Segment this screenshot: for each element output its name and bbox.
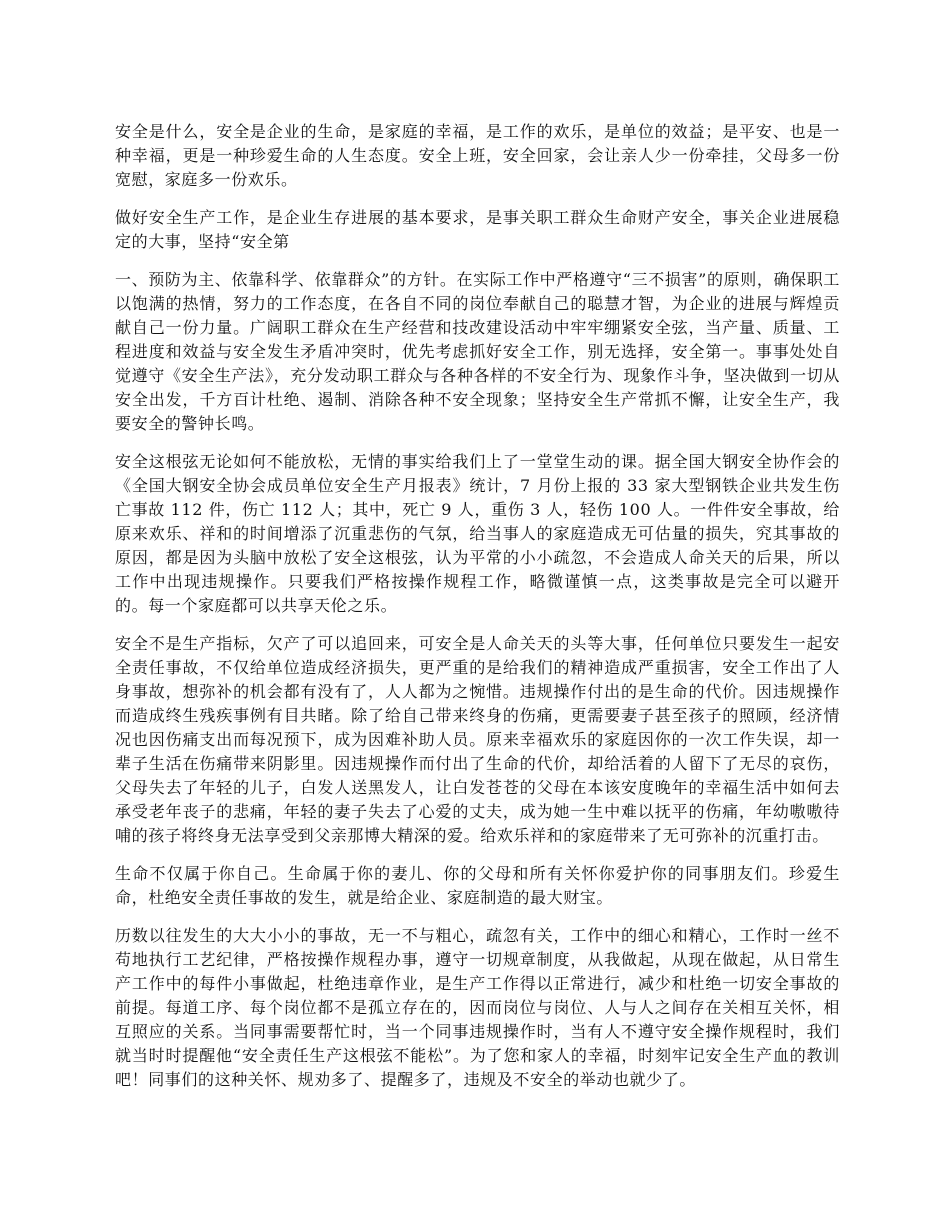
paragraph-carefulness: 历数以往发生的大大小小的事故，无一不与粗心，疏忽有关，工作中的细心和精心，工作时一丝不苟地执行工艺纪律，严格按操作规程办事，遵守一切规章制度，从我做起，从现在做起，从日常生产工作中的每件小事做起，杜绝违章作业，是生产工作得以正常进行，减少和杜绝一切安全事故的前提。每道工序、每个岗位都不是孤立存在的，因而岗位与岗位、人与人之间存在关相互关怀，相互照应的关系。当同事需要帮忙时，当一个同事违规操作时，当有人不遵守安全操作规程时，我们就当时时提醒他“安全责任生产这根弦不能松”。为了您和家人的幸福，时刻牢记安全生产血的教训吧！同事们的这种关怀、规劝多了、提醒多了，违规及不安全的举动也就少了。 [115, 926, 840, 1089]
paragraph-prevention-policy: 一、预防为主、依靠科学、依靠群众”的方针。在实际工作中严格遵守“三不损害”的原则，确保职工以饱满的热情，努力的工作态度，在各自不同的岗位奉献自己的聪慧才智，为企业的进展与辉煌贡献自己一份力量。广阔职工群众在生产经营和技改建设活动中牢牢绷紧安全弦，当产量、质量、工程进度和效益与安全发生矛盾冲突时，优先考虑抓好安全工作，别无选择，安全第一。事事处处自觉遵守《安全生产法》，充分发动职工群众与各种各样的不安全行为、现象作斗争，坚决做到一切从安全出发，千方百计杜绝、遏制、消除各种不安全现象；坚持安全生产常抓不懈，让安全生产，我要安全的警钟长鸣。 [115, 270, 840, 433]
paragraph-accident-statistics: 安全这根弦无论如何不能放松，无情的事实给我们上了一堂堂生动的课。据全国大钢安全协作会的《全国大钢安全协会成员单位安全生产月报表》统计，7 月份上报的 33 家大型钢铁企业共发生伤亡事故 112 件，伤亡 112 人；其中，死亡 9 人，重伤 3 人，轻伤 100 人。一件件安全事故，给原来欢乐、祥和的时间增添了沉重悲伤的气氛，给当事人的家庭造成无可估量的损失，究其事故的原因，都是因为头脑中放松了安全这根弦，认为平常的小小疏忽，不会造成人命关天的后果，所以工作中出现违规操作。只要我们严格按操作规程工作，略微谨慎一点，这类事故是完全可以避开的。每一个家庭都可以共享天伦之乐。 [115, 452, 840, 615]
document-body [115, 120, 840, 1106]
paragraph-safety-definition: 安全是什么，安全是企业的生命，是家庭的幸福，是工作的欢乐，是单位的效益；是平安、也是一种幸福，更是一种珍爱生命的人生态度。安全上班，安全回家，会让亲人少一份牵挂，父母多一份宽慰，家庭多一份欢乐。 [115, 122, 840, 189]
paragraph-value-of-life: 生命不仅属于你自己。生命属于你的妻儿、你的父母和所有关怀你爱护你的同事朋友们。珍爱生命，杜绝安全责任事故的发生，就是给企业、家庭制造的最大财宝。 [115, 864, 840, 907]
paragraph-safety-production-intro: 做好安全生产工作，是企业生存进展的基本要求，是事关职工群众生命财产安全，事关企业进展稳定的大事，坚持“安全第 [115, 208, 840, 251]
paragraph-cost-of-accidents: 安全不是生产指标，欠产了可以追回来，可安全是人命关天的头等大事，任何单位只要发生一起安全责任事故，不仅给单位造成经济损失，更严重的是给我们的精神造成严重损害，安全工作出了人身事故，想弥补的机会都有没有了，人人都为之惋惜。违规操作付出的是生命的代价。因违规操作而造成终生残疾事例有目共睹。除了给自己带来终身的伤痛，更需要妻子甚至孩子的照顾，经济情况也因伤痛支出而每况预下，成为因难补助人员。原来幸福欢乐的家庭因你的一次工作失误，却一辈子生活在伤痛带来阴影里。因违规操作而付出了生命的代价，却给活着的人留下了无尽的哀伤，父母失去了年轻的儿子，白发人送黑发人，让白发苍苍的父母在本该安度晚年的幸福生活中如何去承受老年丧子的悲痛，年轻的妻子失去了心爱的丈夫，成为她一生中难以抚平的伤痛，年幼嗷嗷待哺的孩子将终身无法享受到父亲那博大精深的爱。给欢乐祥和的家庭带来了无可弥补的沉重打击。 [115, 634, 840, 845]
